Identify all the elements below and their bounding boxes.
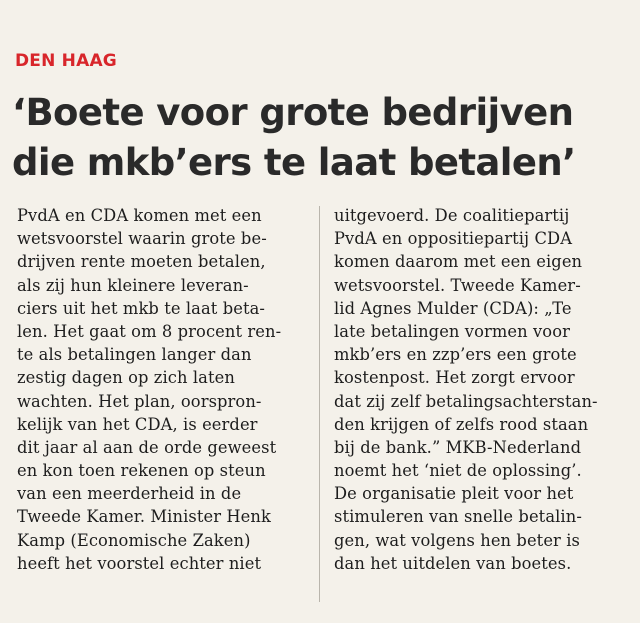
body-line: als zij hun kleinere leveran- — [17, 275, 249, 295]
body-line: den krijgen of zelfs rood staan — [334, 414, 589, 434]
body-line: te als betalingen langer dan — [17, 345, 252, 365]
headline-line: die mkb’ers te laat betalen’ — [12, 141, 576, 184]
body-line: zestig dagen op zich laten — [17, 368, 235, 388]
body-line: Tweede Kamer. Minister Henk — [17, 507, 271, 527]
body-line: drijven rente moeten betalen, — [17, 252, 266, 272]
body-line: Kamp (Economische Zaken) — [17, 530, 251, 550]
body-line: van een meerderheid in de — [17, 484, 242, 504]
body-line: kelijk van het CDA, is eerder — [17, 414, 258, 434]
body-line: uitgevoerd. De coalitiepartij — [334, 206, 570, 225]
body-line: bij de bank.” MKB-Nederland — [334, 437, 582, 457]
body-column-left — [17, 204, 310, 575]
body-line: dan het uitdelen van boetes. — [334, 553, 572, 573]
body-line: lid Agnes Mulder (CDA): „Te — [334, 298, 572, 318]
body-line: wetsvoorstel. Tweede Kamer- — [334, 275, 581, 295]
body-line: late betalingen vormen voor — [334, 321, 570, 341]
column-divider — [319, 206, 320, 602]
body-line: heeft het voorstel echter niet — [17, 553, 262, 573]
body-line: wetsvoorstel waarin grote be- — [17, 229, 267, 249]
body-line: kostenpost. Het zorgt ervoor — [334, 368, 575, 388]
headline — [12, 88, 632, 188]
body-line: gen, wat volgens hen beter is — [334, 530, 580, 550]
body-line: PvdA en oppositiepartij CDA — [334, 229, 573, 249]
body-line: mkb’ers en zzp’ers een grote — [334, 345, 577, 365]
body-line: en kon toen rekenen op steun — [17, 461, 266, 481]
body-line: komen daarom met een eigen — [334, 252, 583, 272]
body-line: PvdA en CDA komen met een — [17, 206, 262, 225]
section-kicker: DEN HAAG — [15, 51, 117, 71]
body-line: stimuleren van snelle betalin- — [334, 507, 582, 527]
body-line: ciers uit het mkb te laat beta- — [17, 298, 266, 318]
body-line: dat zij zelf betalingsachterstan- — [334, 391, 598, 411]
body-line: wachten. Het plan, oorspron- — [17, 391, 262, 411]
body-column-right — [334, 204, 626, 575]
headline-line: ‘Boete voor grote bedrijven — [12, 91, 574, 134]
body-line: noemt het ‘niet de oplossing’. — [334, 461, 582, 481]
body-line: De organisatie pleit voor het — [334, 484, 574, 504]
body-line: dit jaar al aan de orde geweest — [17, 437, 277, 457]
body-line: len. Het gaat om 8 procent ren- — [17, 321, 282, 341]
